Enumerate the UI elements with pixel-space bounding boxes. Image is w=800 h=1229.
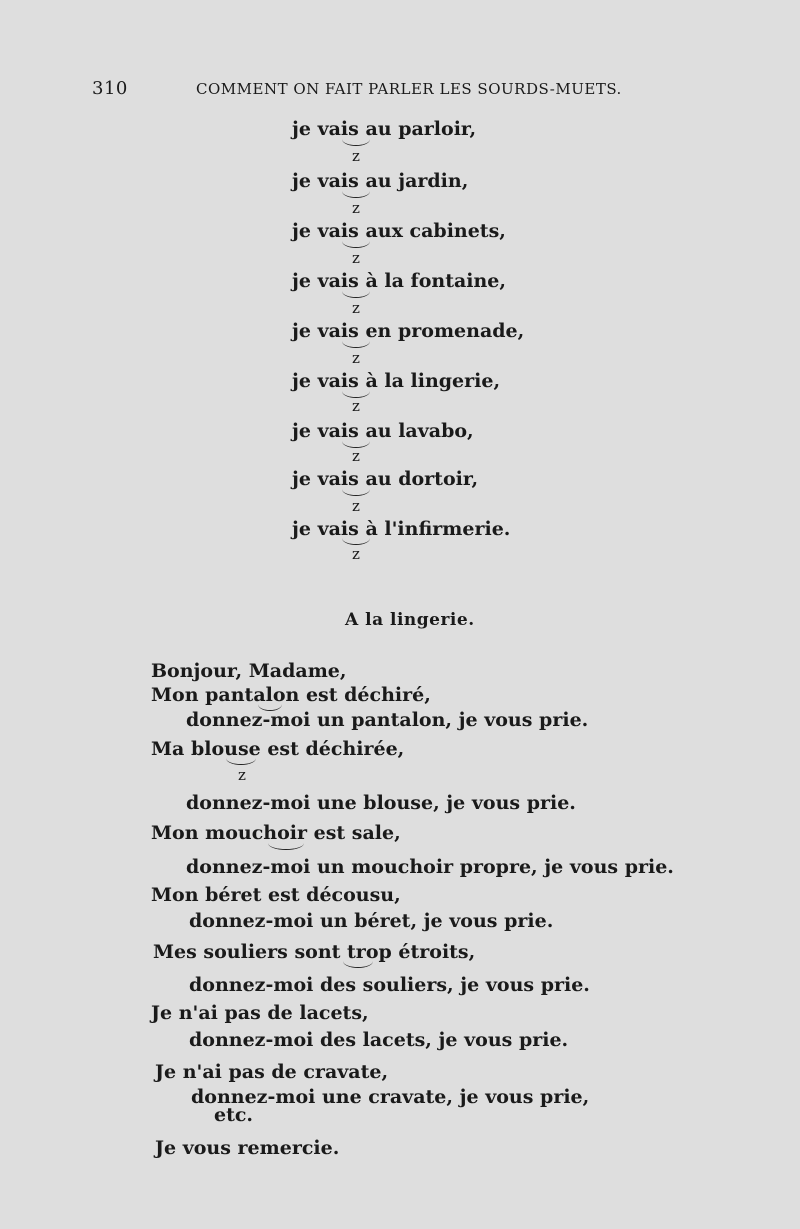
verse-line: je vais au parloir, xyxy=(292,118,477,140)
dialogue-line: donnez-moi des lacets, je vous prie. xyxy=(189,1029,569,1051)
liaison-z: z xyxy=(352,447,360,465)
liaison-z: z xyxy=(352,249,360,267)
liaison-z: z xyxy=(352,545,360,563)
verse-line: je vais à la lingerie, xyxy=(292,370,501,392)
liaison-arc xyxy=(342,240,370,248)
dialogue-line: donnez-moi une cravate, je vous prie, xyxy=(191,1086,590,1108)
verse-line: je vais au jardin, xyxy=(292,170,469,192)
page-number: 310 xyxy=(92,78,128,99)
liaison-arc xyxy=(268,842,304,850)
dialogue-line: Mon mouchoir est sale, xyxy=(151,822,401,844)
liaison-arc xyxy=(342,190,370,198)
dialogue-line: donnez-moi un pantalon, je vous prie. xyxy=(186,709,589,731)
verse-line: je vais au lavabo, xyxy=(292,420,474,442)
liaison-arc xyxy=(342,290,370,298)
dialogue-line: Je n'ai pas de lacets, xyxy=(151,1002,369,1024)
dialogue-line: donnez-moi une blouse, je vous prie. xyxy=(186,792,576,814)
dialogue-line: donnez-moi un béret, je vous prie. xyxy=(189,910,554,932)
dialogue-line: donnez-moi un mouchoir propre, je vous prie. xyxy=(186,856,674,878)
verse-line: je vais à la fontaine, xyxy=(292,270,507,292)
liaison-z: z xyxy=(352,497,360,515)
dialogue-line: Mes souliers sont trop étroits, xyxy=(153,941,476,963)
liaison-arc xyxy=(342,537,370,545)
liaison-arc xyxy=(342,138,370,146)
running-title: COMMENT ON FAIT PARLER LES SOURDS-MUETS. xyxy=(196,80,622,98)
dialogue-line: etc. xyxy=(214,1104,254,1126)
liaison-z: z xyxy=(352,299,360,317)
liaison-arc xyxy=(342,340,370,348)
dialogue-line: Ma blouse est déchirée, xyxy=(151,738,405,760)
liaison-z: z xyxy=(352,147,360,165)
dialogue-line: Je vous remercie. xyxy=(155,1137,340,1159)
liaison-arc xyxy=(342,488,370,496)
dialogue-line: Je n'ai pas de cravate, xyxy=(155,1061,389,1083)
liaison-z: z xyxy=(352,397,360,415)
liaison-z: z xyxy=(238,766,246,784)
dialogue-line: Mon pantalon est déchiré, xyxy=(151,684,431,706)
verse-line: je vais au dortoir, xyxy=(292,468,479,490)
liaison-z: z xyxy=(352,349,360,367)
liaison-arc xyxy=(226,757,256,765)
dialogue-line: Mon béret est décousu, xyxy=(151,884,401,906)
liaison-arc xyxy=(343,960,373,968)
verse-line: je vais aux cabinets, xyxy=(292,220,506,242)
dialogue-line: Bonjour, Madame, xyxy=(151,660,347,682)
section-title: A la lingerie. xyxy=(345,610,475,630)
verse-line: je vais à l'infirmerie. xyxy=(292,518,511,540)
liaison-z: z xyxy=(352,199,360,217)
dialogue-line: donnez-moi des souliers, je vous prie. xyxy=(189,974,590,996)
verse-line: je vais en promenade, xyxy=(292,320,525,342)
